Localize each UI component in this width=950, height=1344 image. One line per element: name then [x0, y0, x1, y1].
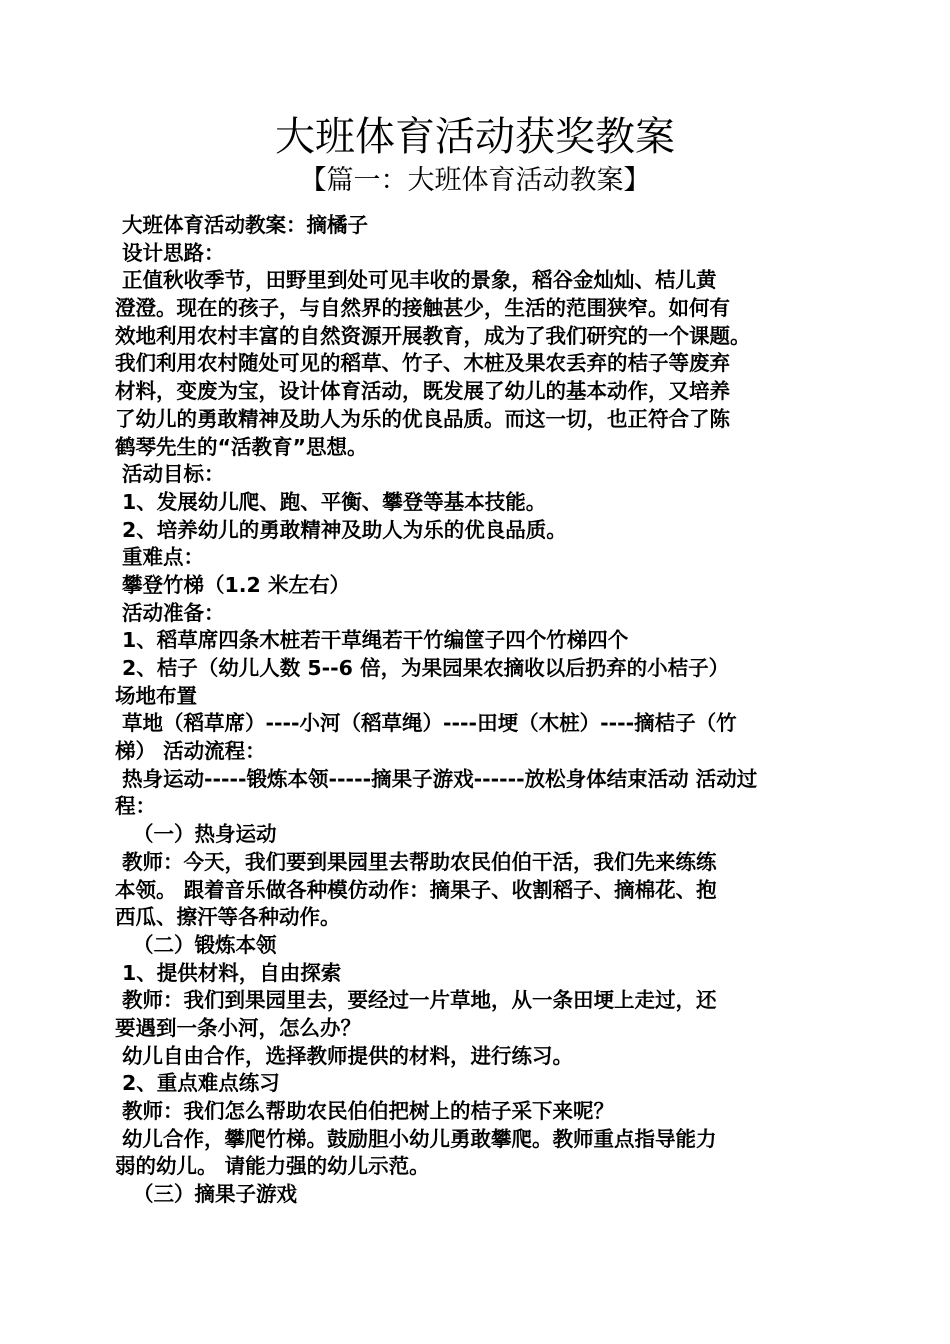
paragraph-line: 正值秋收季节，田野里到处可见丰收的景象，稻谷金灿灿、桔儿黄 — [122, 268, 717, 293]
paragraph-line: 西瓜、擦汗等各种动作。 — [115, 905, 341, 930]
section-heading: 重难点： — [122, 545, 204, 570]
paragraph-line: 草地（稻草席）----小河（稻草绳）----田埂（木桩）----摘桔子（竹 — [122, 711, 737, 736]
paragraph-line: 材料，变废为宝，设计体育活动，既发展了幼儿的基本动作，又培养 — [115, 379, 730, 404]
document-body — [115, 212, 840, 1209]
paragraph-line: 程： — [115, 794, 156, 819]
list-item: 2、培养幼儿的勇敢精神及助人为乐的优良品质。 — [122, 517, 567, 542]
paragraph-line: 鹤琴先生的“活教育”思想。 — [115, 434, 368, 459]
list-item: 2、重点难点练习 — [122, 1071, 280, 1096]
section-heading: 场地布置 — [115, 683, 197, 708]
list-item: 1、稻草席四条木桩若干草绳若干竹编筐子四个竹梯四个 — [122, 628, 629, 653]
paragraph-line: 弱的幼儿。 请能力强的幼儿示范。 — [115, 1154, 430, 1179]
lesson-heading: 大班体育活动教案：摘橘子 — [122, 213, 368, 237]
paragraph-line: 热身运动-----锻炼本领-----摘果子游戏------放松身体结束活动 活动过 — [122, 766, 758, 791]
paragraph-line: 效地利用农村丰富的自然资源开展教育，成为了我们研究的一个课题。 — [115, 323, 751, 348]
paragraph-line: 教师：我们怎么帮助农民伯伯把树上的桔子采下来呢？ — [122, 1099, 614, 1123]
paragraph-line: 澄澄。现在的孩子，与自然界的接触甚少，生活的范围狭窄。如何有 — [115, 296, 730, 321]
paragraph-line: 教师：今天，我们要到果园里去帮助农民伯伯干活，我们先来练练 — [122, 849, 717, 874]
paragraph-line: 梯） 活动流程： — [115, 739, 266, 764]
section-heading: 设计思路： — [122, 240, 225, 265]
paragraph-line: 教师：我们到果园里去，要经过一片草地，从一条田埂上走过，还 — [122, 988, 717, 1013]
paragraph-line: 本领。 跟着音乐做各种模仿动作：摘果子、收割稻子、摘棉花、抱 — [115, 877, 717, 902]
document-subtitle: 【篇一：大班体育活动教案】 — [299, 165, 651, 196]
paragraph-line: 了幼儿的勇敢精神及助人为乐的优良品质。而这一切，也正符合了陈 — [115, 406, 730, 431]
paragraph-line: 幼儿合作，攀爬竹梯。鼓励胆小幼儿勇敢攀爬。教师重点指导能力 — [122, 1126, 717, 1151]
document-title: 大班体育活动获奖教案 — [275, 114, 675, 160]
subsection-heading: （三）摘果子游戏 — [133, 1182, 297, 1207]
paragraph-line: 幼儿自由合作，选择教师提供的材料，进行练习。 — [122, 1043, 573, 1068]
paragraph-line: 要遇到一条小河，怎么办？ — [115, 1015, 361, 1040]
subsection-heading: （二）锻炼本领 — [133, 932, 277, 957]
paragraph-line: 攀登竹梯（1.2 米左右） — [122, 572, 350, 597]
list-item: 2、桔子（幼儿人数 5--6 倍，为果园果农摘收以后扔弃的小桔子） — [122, 656, 730, 680]
paragraph-line: 我们利用农村随处可见的稻草、竹子、木桩及果农丢弃的桔子等废弃 — [115, 351, 730, 376]
section-heading: 活动准备： — [122, 600, 225, 625]
list-item: 1、发展幼儿爬、跑、平衡、攀登等基本技能。 — [122, 489, 547, 514]
list-item: 1、提供材料，自由探索 — [122, 960, 342, 985]
section-heading: 活动目标： — [122, 462, 225, 487]
subsection-heading: （一）热身运动 — [133, 822, 277, 847]
